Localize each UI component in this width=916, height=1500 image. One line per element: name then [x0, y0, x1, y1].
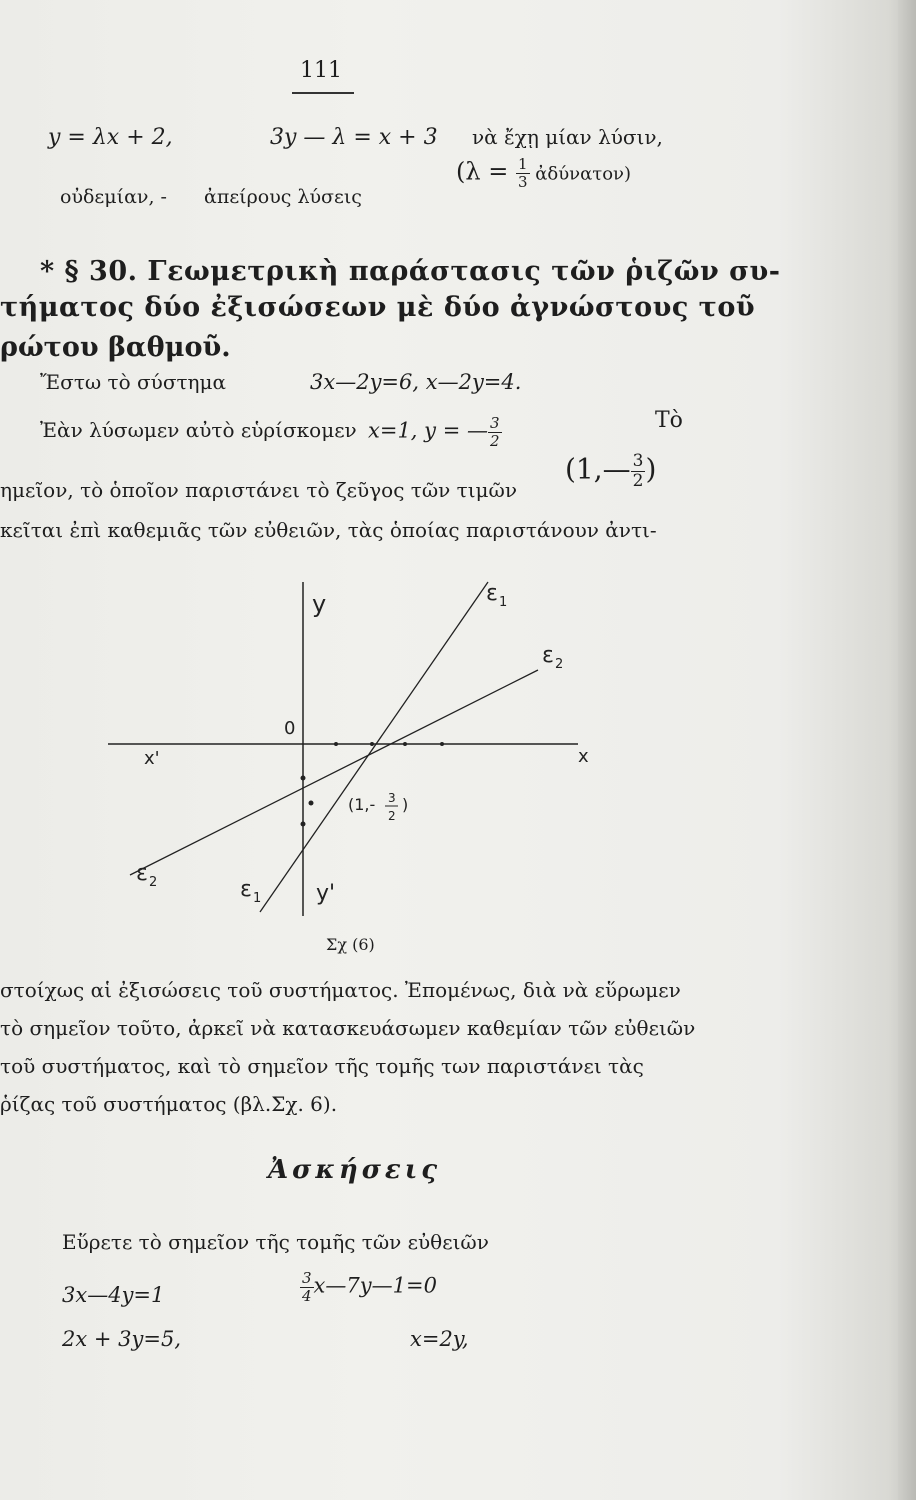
x-prime-label: x'	[144, 748, 160, 769]
exercise-fraction	[300, 1270, 314, 1304]
epsilon2-top-label: ε	[542, 643, 554, 668]
paragraph-line-1: στοίχως αἱ ἐξισώσεις τοῦ συστήματος. Ἐπομένως, διὰ νὰ εὕρωμεν	[0, 978, 681, 1002]
solution-values	[368, 415, 502, 449]
axis-dot-3	[403, 742, 407, 746]
section-heading-line1: * § 30. Γεωμετρικὴ παράστασις τῶν ῥιζῶν συ-	[40, 256, 781, 287]
pair-fraction	[631, 452, 646, 490]
impossible-suffix: ἀδύνατον)	[529, 163, 632, 185]
point-label-den: 2	[388, 809, 396, 823]
y-intercept-dot	[301, 776, 306, 781]
exercises-title: Ἀσκήσεις	[268, 1155, 442, 1185]
epsilon2-bottom-label: ε	[136, 861, 148, 886]
section-heading-line2: τήματος δύο ἐξισώσεων μὲ δύο ἀγνώστους τοῦ	[0, 292, 756, 323]
y-intercept-dot-2	[301, 822, 306, 827]
exercises-intro: Εὕρετε τὸ σημεῖον τῆς τομῆς τῶν εὐθειῶν	[62, 1230, 489, 1254]
equation-1: y = λx + 2,	[48, 125, 173, 150]
epsilon1-bottom-sub: 1	[253, 891, 262, 906]
value-pair	[565, 452, 656, 490]
point-label-suffix: )	[402, 795, 409, 814]
page-number-rule	[292, 92, 354, 94]
axis-dot-4	[440, 742, 444, 746]
solution-fraction	[488, 415, 502, 449]
lambda-num: 1	[517, 155, 528, 173]
epsilon2-top-sub: 2	[555, 657, 564, 672]
line-epsilon-1	[260, 582, 488, 912]
exercise-eq-3: 2x + 3y=5,	[62, 1327, 182, 1351]
point-label-num: 3	[388, 791, 396, 805]
page-number: 111	[300, 58, 342, 83]
solution-prefix: x=1, y = —	[368, 418, 488, 443]
figure-caption: Σχ (6)	[326, 935, 375, 954]
paragraph-line-2: τὸ σημεῖον τοῦτο, ἀρκεῖ νὰ κατασκευάσωμεν καθεμίαν τῶν εὐθειῶν	[0, 1016, 696, 1040]
solution-intro: Ἐὰν λύσωμεν αὐτὸ εὑρίσκομεν	[40, 418, 357, 442]
impossible-case	[456, 156, 631, 190]
pair-den: 2	[632, 470, 644, 491]
exercise-eq-4: x=2y,	[410, 1327, 469, 1351]
paragraph-line-3: τοῦ συστήματος, καὶ τὸ σημεῖον τῆς τομῆς των παριστάνει τὰς	[0, 1054, 644, 1078]
pair-suffix: )	[645, 452, 657, 486]
lambda-den: 3	[517, 172, 528, 191]
page-edge-shadow	[898, 0, 916, 1500]
point-sentence: ημεῖον, τὸ ὁποῖον παριστάνει τὸ ζεῦγος τῶν τιμῶν	[0, 478, 518, 502]
exercise-eq-2-rest: x—7y—1=0	[313, 1273, 437, 1298]
solution-end: Τὸ	[655, 408, 683, 433]
solution-den: 2	[489, 431, 500, 450]
exercise-frac-den: 4	[302, 1286, 312, 1305]
epsilon1-top-label: ε	[486, 581, 498, 606]
equation-2: 3y — λ = x + 3	[270, 125, 438, 150]
line-epsilon-2	[130, 670, 538, 875]
epsilon1-top-sub: 1	[499, 595, 508, 610]
case-none: οὐδεμίαν, -	[60, 186, 167, 208]
y-label: y	[312, 590, 327, 618]
x-label: x	[578, 746, 589, 767]
system-equations: 3x—2y=6, x—2y=4.	[310, 370, 522, 394]
y-prime-label: y'	[316, 881, 336, 906]
section-heading-line3: ρώτου βαθμοῦ.	[0, 332, 231, 363]
paragraph-line-4: ῥίζας τοῦ συστήματος (βλ.Σχ. 6).	[0, 1092, 338, 1116]
origin-label: 0	[284, 718, 296, 739]
lambda-fraction	[516, 156, 530, 190]
point-label-prefix: (1,-	[348, 795, 376, 814]
system-intro: Ἔστω τὸ σύστημα	[40, 370, 227, 394]
pair-num: 3	[632, 451, 644, 471]
axis-dot-1	[334, 742, 338, 746]
coordinate-figure	[100, 570, 620, 930]
intersection-point	[309, 801, 314, 806]
pair-prefix: (1,—	[565, 452, 631, 486]
exercise-frac-num: 3	[302, 1269, 312, 1287]
impossible-prefix: (λ =	[456, 157, 516, 186]
solution-num: 3	[489, 414, 500, 432]
epsilon2-bottom-sub: 2	[149, 875, 158, 890]
axis-dot-2	[370, 742, 374, 746]
epsilon1-bottom-label: ε	[240, 877, 252, 902]
lines-sentence: κεῖται ἐπὶ καθεμιᾶς τῶν εὐθειῶν, τὰς ὁποίας παριστάνουν ἀντι-	[0, 518, 657, 542]
exercise-eq-1: 3x—4y=1	[62, 1283, 165, 1307]
condition-text: νὰ ἔχῃ μίαν λύσιν,	[472, 125, 663, 149]
exercise-eq-2	[300, 1270, 437, 1304]
case-infinite: ἀπείρους λύσεις	[204, 186, 362, 208]
